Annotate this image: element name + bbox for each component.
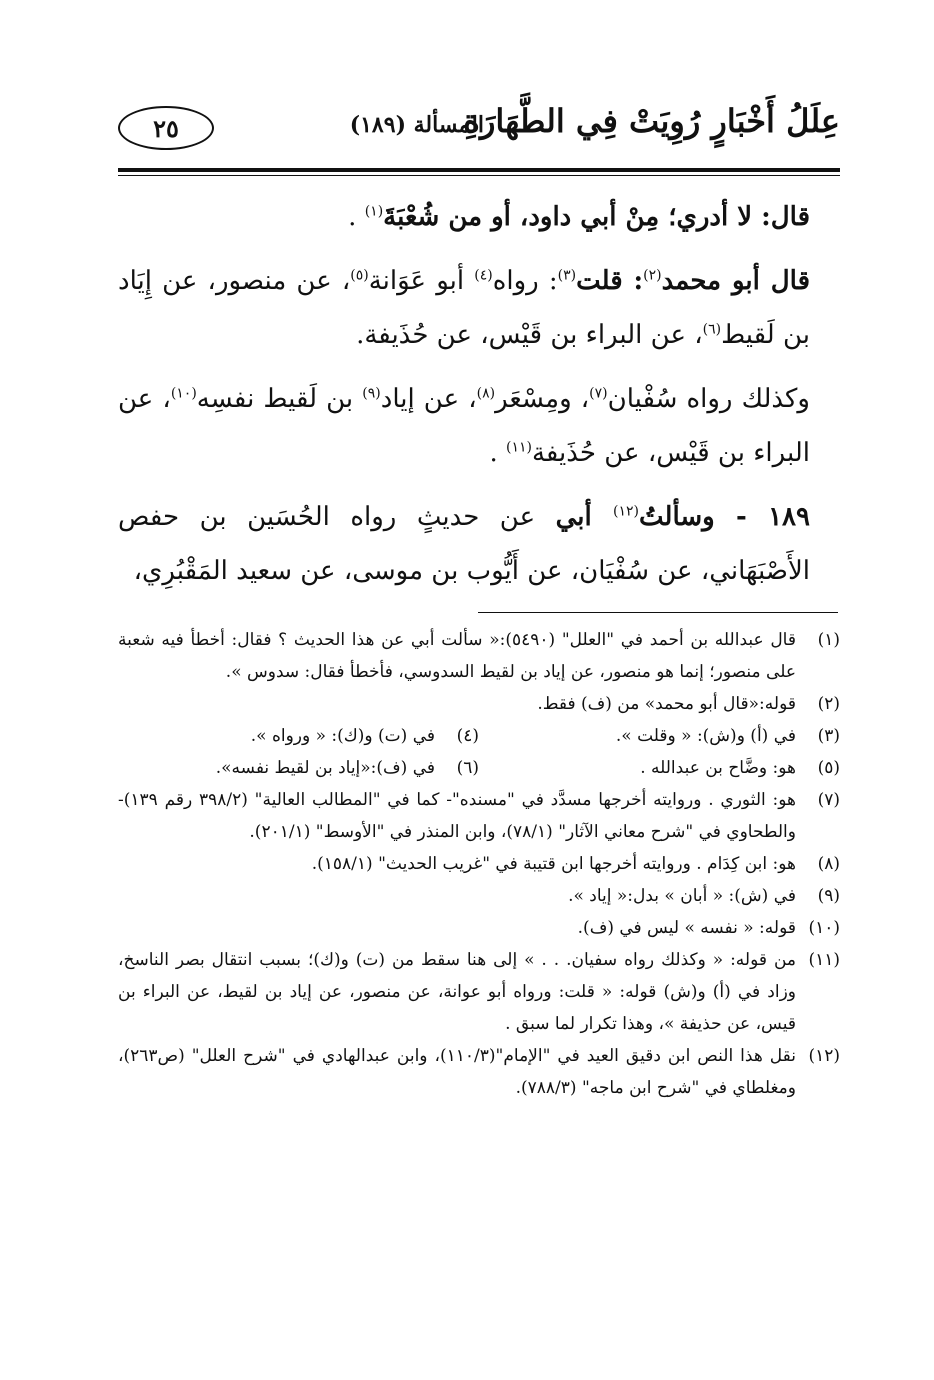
book-title: عِلَلُ أَخْبَارٍ رُوِيَتْ فِي الطَّهَارَةِ — [463, 102, 840, 140]
footnote-5 — [479, 752, 840, 784]
paragraph-2 — [118, 254, 840, 362]
footnote-text: من قوله: « وكذلك رواه سفيان. . . » إلى هنا سقط من (ت) و(ك)؛ بسبب انتقال بصر الناسخ، وزاد في (أ) و(ش) قوله: « قلت: ورواه أبو عوانة، عن منصور، عن إياد بن لقيط، عن البراء بن قيس، عن حذيفة »، وهذا تكرار لما سبق . — [118, 950, 796, 1034]
paragraph-4 — [118, 490, 840, 598]
p2-end: ، عن البراء بن قَيْس، عن حُذَيفة. — [356, 320, 703, 350]
footnote-number: (٣) — [817, 726, 840, 746]
p2-mid3: أبو عَوَانة — [368, 266, 475, 296]
p2-lead: قال أبو محمد — [661, 266, 811, 296]
footnote-number: (٥) — [817, 758, 840, 778]
footnote-11 — [118, 944, 840, 1040]
p3-end: . — [489, 438, 506, 468]
footnote-text: في (أ) و(ش): « وقلت ». — [615, 726, 796, 746]
footnote-ref-1[interactable]: (١) — [364, 203, 384, 220]
p3-c: ، عن إياد — [380, 384, 477, 414]
footnote-ref-11[interactable]: (١١) — [505, 439, 532, 456]
footnote-text: قال عبدالله بن أحمد في "العلل" (٥٤٩٠):« سألت أبي عن هذا الحديث ؟ فقال: أخطأ فيه شعبة على منصور؛ إنما هو منصور، عن إياد بن لقيط السدوسي، فأخطأ فقال: سدوس ». — [118, 630, 796, 682]
footnote-1 — [118, 624, 840, 688]
footnote-number: (٤) — [456, 726, 479, 746]
p4-lead2: أبي — [555, 502, 614, 532]
paragraph-3 — [118, 372, 840, 480]
footnote-7 — [118, 784, 840, 848]
footnote-ref-7[interactable]: (٧) — [589, 385, 608, 402]
footnote-number: (٦) — [456, 758, 479, 778]
footnote-number: (٧) — [817, 790, 840, 810]
footnote-text: قوله:«قال أبو محمد» من (ف) فقط. — [537, 694, 796, 714]
footnote-2 — [118, 688, 840, 720]
footnote-ref-5[interactable]: (٥) — [350, 267, 369, 284]
footnote-ref-8[interactable]: (٨) — [476, 385, 496, 402]
footnote-text: في (ش): « أبان » بدل:« إياد ». — [568, 886, 796, 906]
footnote-12 — [118, 1040, 840, 1104]
footnote-text: نقل هذا النص ابن دقيق العيد في "الإمام"(١١٠/٣)، وابن عبدالهادي في "شرح العلل" (ص٢٦٣)، ومغلطاي في "شرح ابن ماجه" (٧٨٨/٣). — [118, 1046, 797, 1098]
footnote-4 — [118, 720, 479, 752]
p2-mid1: : قلت — [576, 266, 644, 296]
footnote-number: (٢) — [817, 694, 840, 714]
footnote-separator — [478, 612, 838, 613]
p1-text: قال: لا أدري؛ مِنْ أبي داود، أو من شُعْبَةَ — [383, 202, 810, 232]
footnote-8 — [118, 848, 840, 880]
footnote-ref-10[interactable]: (١٠) — [170, 385, 197, 402]
footnote-3 — [479, 720, 840, 752]
header-rule-thin — [118, 175, 840, 176]
paragraph-1 — [118, 190, 840, 244]
footnotes — [118, 624, 840, 1104]
footnote-ref-4[interactable]: (٤) — [474, 267, 493, 284]
footnote-ref-12[interactable]: (١٢) — [613, 503, 640, 520]
footnote-text: هو: الثوري . وروايته أخرجها مسدَّد في "مسنده"- كما في "المطالب العالية" (٣٩٨/٢ رقم ١٣٩)- والطحاوي في "شرح معاني الآثار" (٧٨/١)، وابن المنذر في "الأوسط" (٢٠١/١). — [118, 790, 796, 842]
page-header — [118, 96, 840, 166]
page-number-badge — [118, 106, 214, 150]
footnote-text: قوله: « نفسه » ليس في (ف). — [577, 918, 796, 938]
p3-d: بن لَقيط نفسِه — [196, 384, 363, 414]
footnote-number: (١) — [817, 630, 840, 650]
footnote-9 — [118, 880, 840, 912]
footnote-6 — [118, 752, 479, 784]
footnote-text: هو: وضَّاح بن عبدالله . — [640, 758, 796, 778]
p2-mid2: : رواه — [492, 266, 558, 296]
p3-e: ، عن البراء بن قَيْس، عن حُذَيفة — [118, 384, 810, 468]
footnote-text: في (ت) و(ك): « ورواه ». — [250, 726, 435, 746]
footnote-number: (١١) — [808, 950, 840, 970]
issue-label: المسألة (١٨٩) — [349, 112, 484, 138]
p2-mid4: ، عن منصور، عن إِيَاد بن لَقيط — [118, 266, 810, 350]
footnote-number: (١٠) — [808, 918, 840, 938]
footnote-number: (٨) — [817, 854, 840, 874]
footnote-ref-2[interactable]: (٢) — [643, 267, 662, 284]
footnote-ref-6[interactable]: (٦) — [702, 321, 722, 338]
footnote-text: هو: ابن كِدَام . وروايته أخرجها ابن قتيبة في "غريب الحديث" (١٥٨/١). — [311, 854, 796, 874]
p4-rest: عن حديثٍ رواه الحُسَين بن حفص الأَصْبَهَاني، عن سُفْيَان، عن أَيُّوب بن موسى، عن سعيد المَقْبُرِي، — [118, 502, 810, 586]
header-rule-thick — [118, 168, 840, 172]
page-number: ٢٥ — [153, 113, 179, 143]
p4-lead: ١٨٩ - وسألتُ — [639, 502, 810, 532]
footnote-text: في (ف):«إياد بن لقيط نفسه». — [215, 758, 435, 778]
footnote-row-5-6 — [118, 752, 840, 784]
main-text — [118, 190, 840, 608]
footnote-ref-3[interactable]: (٣) — [557, 267, 577, 284]
p3-b: ، ومِسْعَر — [495, 384, 590, 414]
footnote-10 — [118, 912, 840, 944]
p1-end: . — [348, 202, 365, 232]
footnote-number: (١٢) — [808, 1046, 840, 1066]
p3-a: وكذلك رواه سُفْيان — [607, 384, 810, 414]
footnote-ref-9[interactable]: (٩) — [362, 385, 381, 402]
footnote-number: (٩) — [817, 886, 840, 906]
footnote-row-3-4 — [118, 720, 840, 752]
